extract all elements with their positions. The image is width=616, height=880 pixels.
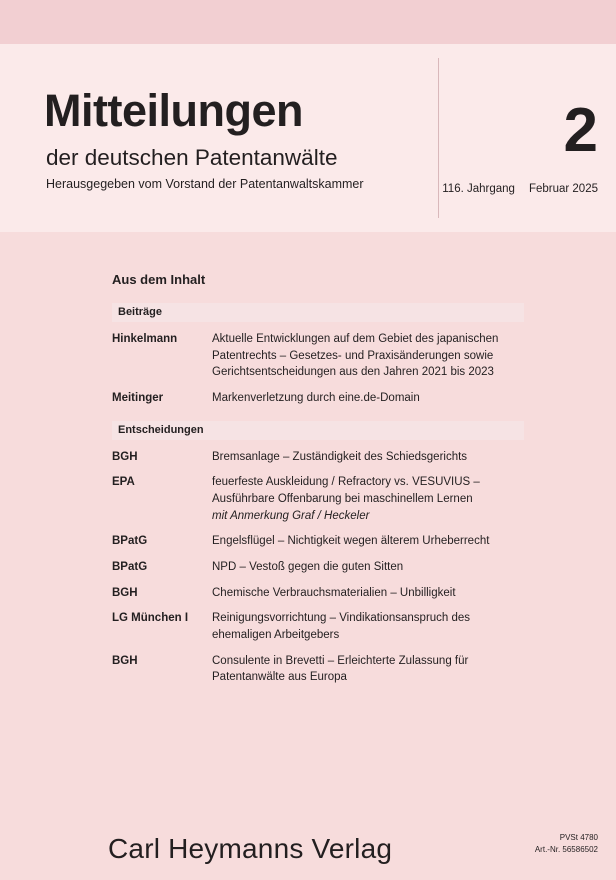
- list-item[interactable]: [112, 533, 524, 550]
- entry-title: [212, 653, 524, 686]
- entry-title-text: Bremsanlage – Zuständigkeit des Schiedsgerichts: [212, 450, 468, 463]
- journal-publisher-note: Herausgegeben vom Vorstand der Patentanwaltskammer: [46, 177, 364, 191]
- issue-date: Februar 2025: [528, 183, 598, 195]
- masthead: [0, 44, 616, 232]
- journal-title: Mitteilungen: [44, 85, 303, 136]
- table-of-contents: [112, 272, 524, 695]
- entry-title: [212, 585, 524, 602]
- issue-meta: [442, 183, 598, 195]
- entry-author: BGH: [112, 586, 138, 599]
- entry-author: Meitinger: [112, 392, 164, 405]
- entry-title-text: NPD – Vestoß gegen die guten Sitten: [212, 561, 404, 574]
- entry-title-text: Aktuelle Entwicklungen auf dem Gebiet des japanischen Patentrechts – Gesetzes- und Praxisänderungen sowie Gerichtsentscheidungen aus den Jahren 2021 bis 2023: [212, 333, 499, 379]
- entry-title-text: Consulente in Brevetti – Erleichterte Zulassung für Patentanwälte aus Europa: [212, 654, 469, 684]
- list-item[interactable]: [112, 390, 524, 407]
- masthead-title-block: [44, 44, 436, 232]
- entry-author: BPatG: [112, 535, 148, 548]
- issue-number: 2: [563, 96, 598, 165]
- entry-author: BPatG: [112, 561, 148, 574]
- list-item[interactable]: [112, 559, 524, 576]
- list-item[interactable]: [112, 474, 524, 524]
- list-item[interactable]: [112, 585, 524, 602]
- entry-title-text: feuerfeste Auskleidung / Refractory vs. VESUVIUS – Ausführbare Offenbarung bei maschinellem Lernen: [212, 476, 480, 506]
- section-header-beitraege: Beiträge: [112, 303, 524, 322]
- entry-title-text: Chemische Verbrauchsmaterialien – Unbilligkeit: [212, 586, 456, 599]
- entry-author: LG München I: [112, 612, 189, 625]
- entry-title: [212, 390, 524, 407]
- contents-heading: Aus dem Inhalt: [112, 272, 206, 287]
- entry-title: [212, 610, 524, 643]
- list-item[interactable]: [112, 653, 524, 686]
- entry-author: BGH: [112, 654, 138, 667]
- list-item[interactable]: [112, 331, 524, 381]
- entry-title-text: Reinigungsvorrichtung – Vindikationsanspruch des ehemaligen Arbeitgebers: [212, 612, 471, 642]
- publisher-name: Carl Heymanns Verlag: [108, 833, 393, 864]
- entry-annotation: mit Anmerkung Graf / Heckeler: [212, 509, 370, 522]
- volume-label: 116. Jahrgang: [442, 183, 515, 195]
- list-item[interactable]: [112, 610, 524, 643]
- entry-author: BGH: [112, 450, 138, 463]
- section-header-entscheidungen: Entscheidungen: [112, 421, 524, 440]
- entry-title-text: Engelsflügel – Nichtigkeit wegen älterem Urheberrecht: [212, 535, 490, 548]
- entry-title: [212, 449, 524, 466]
- entry-title-text: Markenverletzung durch eine.de-Domain: [212, 392, 420, 405]
- top-color-band: [0, 0, 616, 44]
- journal-subtitle: der deutschen Patentanwälte: [46, 145, 338, 170]
- article-number: Art.-Nr. 56586502: [534, 845, 598, 854]
- pvst-code: PVSt 4780: [559, 833, 598, 842]
- entry-author: EPA: [112, 476, 135, 489]
- entry-title: [212, 559, 524, 576]
- entry-title: [212, 331, 524, 381]
- masthead-issue-block: [439, 44, 616, 232]
- entry-title: [212, 533, 524, 550]
- masthead-inner: [44, 44, 616, 232]
- list-item[interactable]: [112, 449, 524, 466]
- entry-title: [212, 474, 524, 524]
- postal-codes: [535, 832, 598, 856]
- entry-author: Hinkelmann: [112, 333, 178, 345]
